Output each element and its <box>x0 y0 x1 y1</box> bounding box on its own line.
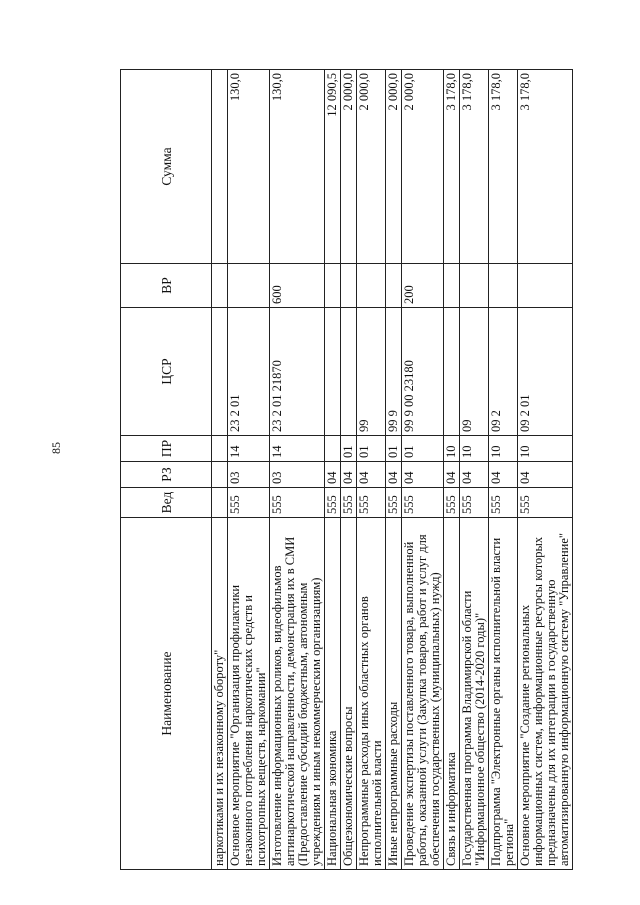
cell-sum: 3 178,0 <box>444 70 460 264</box>
cell-rz: 03 <box>228 462 270 488</box>
cell-ved: 555 <box>386 488 402 518</box>
cell-name: Общеэкономические вопросы <box>341 518 357 870</box>
cell-sum: 3 178,0 <box>489 70 518 264</box>
cell-csr <box>341 308 357 436</box>
cell-csr <box>325 308 341 436</box>
cell-ved: 555 <box>460 488 489 518</box>
cell-vr <box>341 264 357 308</box>
cell-sum <box>212 70 228 264</box>
cell-vr <box>518 264 573 308</box>
cell-pr: 01 <box>341 436 357 462</box>
cell-sum: 12 090,5 <box>325 70 341 264</box>
cell-pr: 10 <box>460 436 489 462</box>
cell-name: Иные непрограммные расходы <box>386 518 402 870</box>
header-sum: Сумма <box>121 70 212 264</box>
cell-csr <box>212 308 228 436</box>
cell-ved: 555 <box>402 488 444 518</box>
header-csr: ЦСР <box>121 308 212 436</box>
cell-ved: 555 <box>357 488 386 518</box>
header-name: Наименование <box>121 518 212 870</box>
cell-vr <box>228 264 270 308</box>
cell-rz: 04 <box>386 462 402 488</box>
cell-pr <box>212 436 228 462</box>
table-row <box>341 70 357 870</box>
cell-csr: 99 9 00 23180 <box>402 308 444 436</box>
cell-ved: 555 <box>228 488 270 518</box>
cell-name: Основное мероприятие "Организация профилактики незаконного потребления наркотических средств и психотропных веществ, наркомании" <box>228 518 270 870</box>
cell-vr <box>386 264 402 308</box>
table-row <box>228 70 270 870</box>
cell-pr: 01 <box>402 436 444 462</box>
cell-rz: 04 <box>357 462 386 488</box>
header-rz: РЗ <box>121 462 212 488</box>
cell-sum: 2 000,0 <box>402 70 444 264</box>
cell-rz: 04 <box>460 462 489 488</box>
table-row <box>212 70 228 870</box>
cell-csr: 99 <box>357 308 386 436</box>
rotated-page-area <box>120 70 570 870</box>
table-row <box>386 70 402 870</box>
cell-sum: 130,0 <box>228 70 270 264</box>
cell-sum: 130,0 <box>270 70 325 264</box>
budget-table <box>120 69 573 870</box>
table-row <box>460 70 489 870</box>
cell-rz: 04 <box>341 462 357 488</box>
cell-ved: 555 <box>444 488 460 518</box>
cell-ved: 555 <box>325 488 341 518</box>
page-number: 85 <box>49 442 63 454</box>
header-vr: ВР <box>121 264 212 308</box>
cell-rz <box>212 462 228 488</box>
cell-sum: 3 178,0 <box>460 70 489 264</box>
cell-vr <box>212 264 228 308</box>
cell-vr <box>460 264 489 308</box>
cell-pr: 14 <box>270 436 325 462</box>
table-row <box>270 70 325 870</box>
table-row <box>402 70 444 870</box>
cell-csr: 23 2 01 21870 <box>270 308 325 436</box>
cell-vr: 600 <box>270 264 325 308</box>
cell-name: Национальная экономика <box>325 518 341 870</box>
cell-vr <box>357 264 386 308</box>
cell-csr: 09 2 01 <box>518 308 573 436</box>
header-row <box>121 70 212 870</box>
cell-sum: 3 178,0 <box>518 70 573 264</box>
cell-pr: 01 <box>386 436 402 462</box>
cell-csr: 99 9 <box>386 308 402 436</box>
table-row <box>357 70 386 870</box>
cell-ved: 555 <box>518 488 573 518</box>
cell-rz: 04 <box>402 462 444 488</box>
table-row <box>489 70 518 870</box>
cell-csr: 09 2 <box>489 308 518 436</box>
cell-rz: 04 <box>444 462 460 488</box>
cell-name: наркотиками и их незаконному обороту" <box>212 518 228 870</box>
cell-name: Основное мероприятие "Создание региональных информационных систем, информационные ресурсы которых предназначены для их интеграции в государственную автоматизированную информационную систему "Управление" <box>518 518 573 870</box>
cell-pr <box>325 436 341 462</box>
cell-name: Связь и информатика <box>444 518 460 870</box>
cell-name: Изготовление информационных роликов, видеофильмов антинаркотической направленности, демонстрация их в СМИ (Предоставление субсидий бюджетным, автономным учреждениям и иным некоммерческим организациям) <box>270 518 325 870</box>
cell-rz: 04 <box>325 462 341 488</box>
cell-vr <box>325 264 341 308</box>
cell-csr: 09 <box>460 308 489 436</box>
cell-csr <box>444 308 460 436</box>
cell-sum: 2 000,0 <box>341 70 357 264</box>
cell-pr: 14 <box>228 436 270 462</box>
cell-sum: 2 000,0 <box>357 70 386 264</box>
cell-ved <box>212 488 228 518</box>
budget-table-container <box>120 70 570 870</box>
cell-name: Государственная программа Владимирской области "Информационное общество (2014-2020 годы)" <box>460 518 489 870</box>
table-row <box>444 70 460 870</box>
cell-rz: 04 <box>489 462 518 488</box>
cell-ved: 555 <box>489 488 518 518</box>
cell-pr: 10 <box>444 436 460 462</box>
cell-vr: 200 <box>402 264 444 308</box>
cell-sum: 2 000,0 <box>386 70 402 264</box>
table-row <box>518 70 573 870</box>
cell-name: Подпрограмма "Электронные органы исполнительной власти региона" <box>489 518 518 870</box>
cell-pr: 01 <box>357 436 386 462</box>
cell-csr: 23 2 01 <box>228 308 270 436</box>
header-ved: Вед <box>121 488 212 518</box>
cell-ved: 555 <box>270 488 325 518</box>
cell-name: Проведение экспертизы поставленного товара, выполненной работы, оказанной услуги (Закупка товаров, работ и услуг для обеспечения государственных (муниципальных) нужд) <box>402 518 444 870</box>
cell-name: Непрограммные расходы иных областных органов исполнительной власти <box>357 518 386 870</box>
cell-rz: 04 <box>518 462 573 488</box>
cell-vr <box>489 264 518 308</box>
cell-rz: 03 <box>270 462 325 488</box>
cell-pr: 10 <box>518 436 573 462</box>
cell-pr: 10 <box>489 436 518 462</box>
header-pr: ПР <box>121 436 212 462</box>
table-row <box>325 70 341 870</box>
cell-vr <box>444 264 460 308</box>
cell-ved: 555 <box>341 488 357 518</box>
